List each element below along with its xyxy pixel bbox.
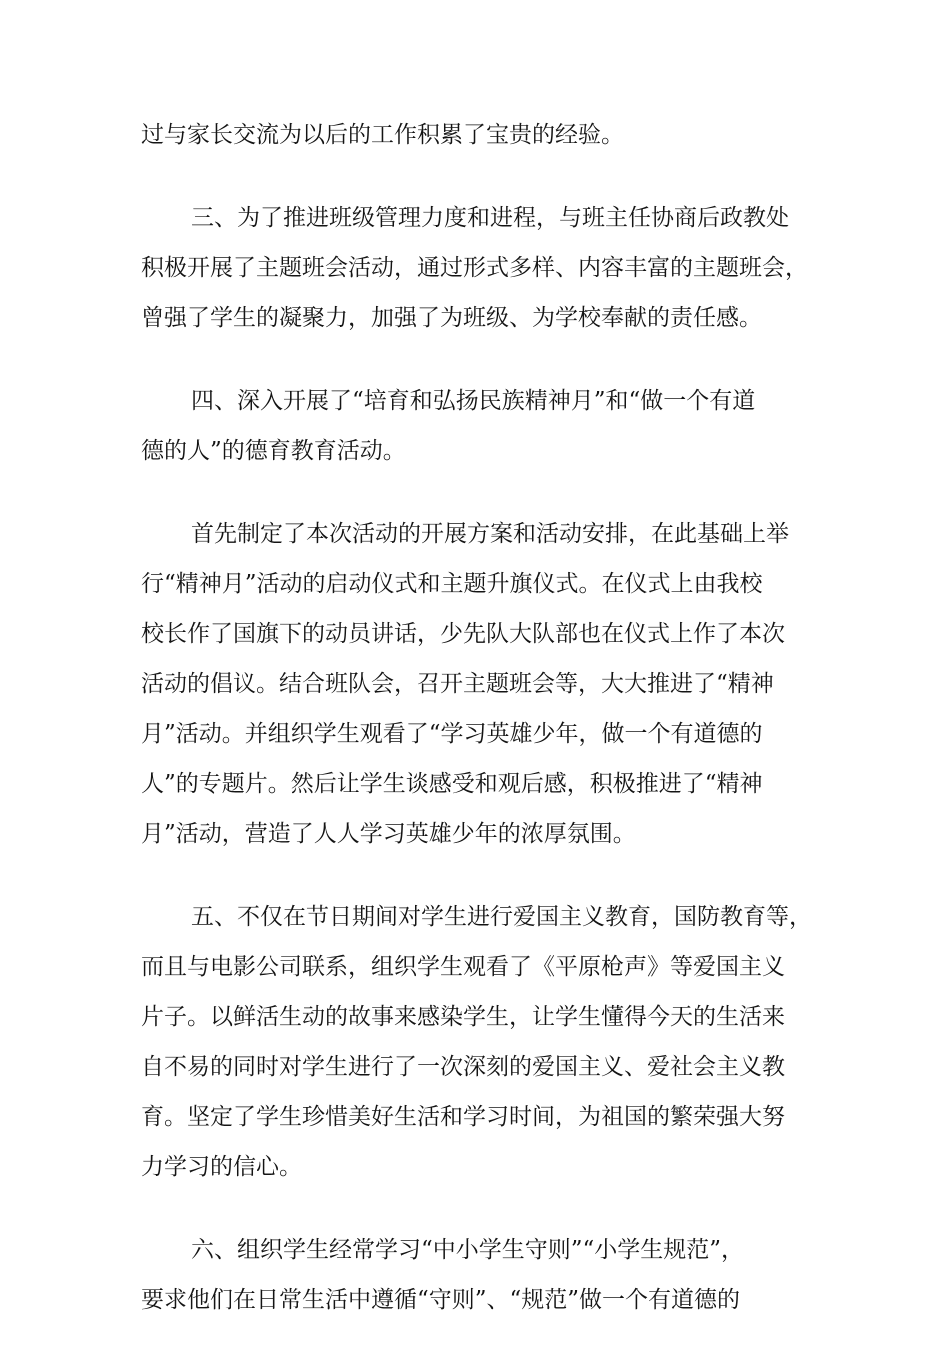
text-line: 首先制定了本次活动的开展方案和活动安排，在此基础上举 — [191, 521, 789, 547]
document-body — [141, 110, 841, 1358]
text-line: 五、不仅在节日期间对学生进行爱国主义教育，国防教育等， — [191, 904, 812, 930]
paragraph-6 — [141, 1225, 841, 1325]
text-line: 四、深入开展了“培育和弘扬民族精神月”和“做一个有道 — [191, 388, 756, 414]
text-line: 曾强了学生的凝聚力，加强了为班级、为学校奉献的责任感。 — [141, 305, 762, 331]
text-line: 人”的专题片。然后让学生谈感受和观后感，积极推进了“精神 — [141, 771, 763, 797]
text-line: 力学习的信心。 — [141, 1154, 302, 1180]
text-line: 六、组织学生经常学习“中小学生守则”“小学生规范”， — [191, 1237, 745, 1263]
text-line: 要求他们在日常生活中遵循“守则”、“规范”做一个有道德的 — [141, 1287, 741, 1313]
paragraph-4-detail — [141, 509, 841, 859]
text-line: 行“精神月”活动的启动仪式和主题升旗仪式。在仪式上由我校 — [141, 571, 763, 597]
paragraph-3 — [141, 193, 841, 343]
paragraph-4 — [141, 376, 841, 476]
text-line: 月”活动。并组织学生观看了“学习英雄少年，做一个有道德的 — [141, 721, 763, 747]
text-line: 育。坚定了学生珍惜美好生活和学习时间，为祖国的繁荣强大努 — [141, 1104, 785, 1130]
text-line: 而且与电影公司联系，组织学生观看了《平原枪声》等爱国主义 — [141, 954, 785, 980]
text-line: 三、为了推进班级管理力度和进程，与班主任协商后政教处 — [191, 205, 789, 231]
paragraph-continued — [141, 110, 841, 160]
text-line: 片子。以鲜活生动的故事来感染学生，让学生懂得今天的生活来 — [141, 1004, 785, 1030]
text-line: 活动的倡议。结合班队会，召开主题班会等，大大推进了“精神 — [141, 671, 774, 697]
text-line: 积极开展了主题班会活动，通过形式多样、内容丰富的主题班会， — [141, 255, 808, 281]
text-line: 自不易的同时对学生进行了一次深刻的爱国主义、爱社会主义教 — [141, 1054, 785, 1080]
paragraph-5 — [141, 892, 841, 1192]
text-line: 校长作了国旗下的动员讲话，少先队大队部也在仪式上作了本次 — [141, 621, 785, 647]
text-line: 过与家长交流为以后的工作积累了宝贵的经验。 — [141, 122, 624, 148]
text-line: 德的人”的德育教育活动。 — [141, 438, 406, 464]
text-line: 月”活动，营造了人人学习英雄少年的浓厚氛围。 — [141, 821, 636, 847]
